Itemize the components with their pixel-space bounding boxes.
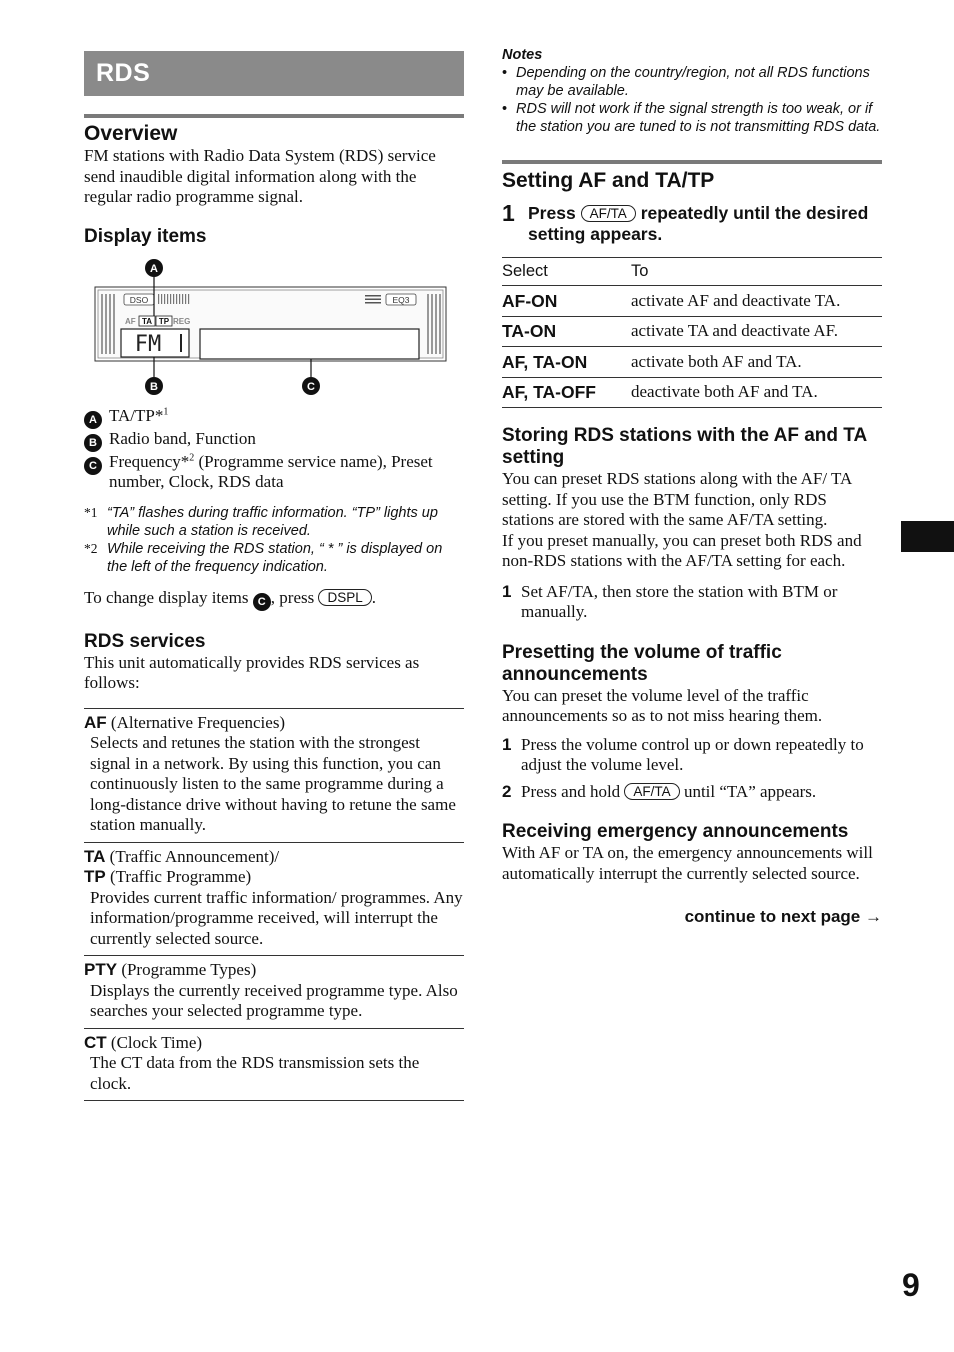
service-af-term: AF (84, 712, 107, 732)
presetting-step-1 (502, 735, 882, 776)
display-item-b (84, 429, 464, 452)
service-ct-desc: The CT data from the RDS transmission sets the clock. (90, 1053, 420, 1093)
change-display-instruction (84, 588, 464, 611)
rds-services-heading: RDS services (84, 630, 206, 652)
section-rule (84, 114, 464, 118)
table-cell-to: activate TA and deactivate AF. (631, 316, 882, 347)
emergency-text: With AF or TA on, the emergency announcements will automatically interrupt the currently selected source. (502, 843, 873, 883)
table-cell-select: AF, TA-ON (502, 347, 631, 378)
display-items-heading: Display items (84, 225, 207, 247)
emergency-heading: Receiving emergency announcements (502, 821, 849, 842)
setting-heading: Setting AF and TA/TP (502, 169, 715, 192)
display-item-c-rest: (Programme service name), Preset number, Clock, RDS data (109, 451, 433, 491)
note-item (502, 64, 882, 100)
rds-services-list (84, 708, 464, 1102)
change-display-post: . (371, 587, 377, 607)
dspl-key-icon: DSPL (318, 589, 371, 606)
service-af-term-rest: (Alternative Frequencies) (106, 712, 286, 732)
service-ct-term: CT (84, 1032, 107, 1052)
service-af (84, 708, 464, 842)
presetting-step-2 (502, 782, 882, 803)
service-pty (84, 955, 464, 1028)
footnote-2-text: While receiving the RDS station, “ * ” is displayed on the left of the frequency indication. (107, 540, 443, 575)
storing-heading: Storing RDS stations with the AF and TA setting (502, 425, 867, 468)
marker-b: B (84, 434, 102, 452)
service-ta-term: TA (84, 846, 106, 866)
change-display-mid: , press (270, 587, 315, 607)
notes-list (502, 64, 882, 136)
lcd-band-text: FM (134, 331, 162, 357)
footnote-2-mark: *2 (84, 540, 98, 556)
rds-services-intro: This unit automatically provides RDS services as follows: (84, 652, 420, 692)
left-column (84, 51, 464, 1101)
lcd-ta-indicator: TA (141, 316, 153, 326)
footnote-2 (84, 540, 464, 576)
table-cell-to: activate both AF and TA. (631, 347, 882, 378)
continue-next-page (502, 907, 882, 928)
table-header-row (502, 258, 882, 286)
note-2-text: RDS will not work if the signal strength is too weak, or if the station you are tuned to is not transmitting RDS data. (516, 101, 881, 135)
callout-c: C (307, 380, 315, 393)
table-header-select: Select (502, 258, 631, 286)
service-ta-tp (84, 842, 464, 956)
display-diagram (84, 254, 464, 406)
display-items-list (84, 406, 464, 493)
storing-step-number: 1 (502, 581, 512, 601)
note-1-text: Depending on the country/region, not all RDS functions may be available. (516, 65, 870, 99)
storing-step-text: Set AF/TA, then store the station with BTM or manually. (521, 581, 838, 621)
storing-step-1 (502, 582, 882, 623)
setting-step-1 (502, 200, 882, 245)
service-ct (84, 1028, 464, 1101)
table-cell-select: AF-ON (502, 286, 631, 317)
note-item (502, 100, 882, 136)
notes-heading: Notes (502, 47, 543, 63)
footnote-1-mark: *1 (84, 504, 98, 520)
presetting-step-1-number: 1 (502, 734, 512, 754)
table-row (502, 347, 882, 378)
setting-step-number: 1 (502, 200, 515, 226)
presetting-heading: Presetting the volume of traffic announcements (502, 641, 782, 685)
table-row (502, 316, 882, 347)
callout-a: A (150, 262, 158, 275)
lcd-eq-label: EQ3 (392, 294, 410, 305)
section-tab-marker (901, 521, 954, 552)
service-tp-term: TP (84, 867, 106, 886)
lcd-dso-label: DSO (129, 294, 149, 305)
overview-text: FM stations with Radio Data System (RDS) service send inaudible digital information along with the regular radio programme signal. (84, 146, 436, 206)
display-item-a-text: TA/TP* (109, 405, 164, 425)
service-ta-tp-desc: Provides current traffic information/ programmes. Any information/programme received, will interrupt the currently selected source. (90, 887, 463, 948)
bullet-icon: • (502, 65, 508, 81)
section-rule (502, 160, 882, 164)
footnote-ref-2: 2 (189, 451, 195, 463)
storing-text-2: If you preset manually, you can preset both RDS and non-RDS stations with the AF/TA setting for each. (502, 530, 862, 570)
storing-text-1: You can preset RDS stations along with the AF/ TA setting. If you use the BTM function, only RDS stations are stored with the same AF/TA setting. (502, 469, 852, 529)
lcd-tp-indicator: TP (158, 316, 170, 326)
service-ct-term-rest: (Clock Time) (106, 1032, 203, 1052)
footnote-1-text: “TA” flashes during traffic information. “TP” lights up while such a station is received. (107, 504, 438, 539)
arrow-right-icon: → (865, 907, 882, 926)
display-item-c (84, 452, 464, 493)
setting-step-post: repeatedly until the desired setting appears. (528, 203, 869, 244)
service-pty-term: PTY (84, 960, 118, 979)
table-cell-select: AF, TA-OFF (502, 377, 631, 408)
af-ta-key-icon: AF/TA (624, 783, 679, 800)
service-ta-term-rest: (Traffic Announcement)/ (105, 846, 280, 866)
af-ta-key-icon: AF/TA (581, 205, 636, 222)
lcd-reg-indicator: REG (173, 316, 191, 326)
table-cell-to: deactivate both AF and TA. (631, 377, 882, 408)
display-item-c-text: Frequency* (109, 451, 190, 471)
presetting-step-2-number: 2 (502, 781, 512, 801)
table-row (502, 286, 882, 317)
lcd-af-indicator: AF (125, 316, 136, 326)
service-tp-term-rest: (Traffic Programme) (105, 867, 252, 886)
change-display-pre: To change display items (84, 587, 249, 607)
right-column (502, 46, 882, 928)
display-item-a (84, 406, 464, 429)
setting-step-pre: Press (528, 203, 576, 223)
overview-heading: Overview (84, 122, 178, 145)
setting-table (502, 257, 882, 408)
display-diagram-svg (84, 254, 464, 406)
table-header-to: To (631, 258, 882, 286)
presetting-text: You can preset the volume level of the traffic announcements so as to not miss hearing them. (502, 685, 823, 725)
display-item-b-text: Radio band, Function (109, 428, 256, 448)
section-banner: RDS (84, 51, 464, 96)
page-number: 9 (902, 1267, 920, 1303)
table-cell-to: activate AF and deactivate TA. (631, 286, 882, 317)
service-pty-desc: Displays the currently received programme type. Also searches your selected programme type. (90, 980, 458, 1020)
table-row (502, 377, 882, 408)
marker-c: C (84, 457, 102, 475)
bullet-icon: • (502, 101, 508, 117)
presetting-step-1-text: Press the volume control up or down repeatedly to adjust the volume level. (521, 734, 864, 774)
callout-b: B (150, 380, 158, 393)
footnotes (84, 504, 464, 576)
service-af-desc: Selects and retunes the station with the strongest signal in a network. By using this function, you can continuously listen to the same programme during a long-distance drive without having to retune the same station manually. (90, 733, 456, 834)
service-pty-term-rest: (Programme Types) (117, 960, 257, 979)
presetting-step-2-pre: Press and hold (521, 781, 621, 801)
table-cell-select: TA-ON (502, 316, 631, 347)
footnote-ref-1: 1 (163, 405, 169, 417)
footnote-1 (84, 504, 464, 540)
marker-a: A (84, 411, 102, 429)
presetting-step-2-post: until “TA” appears. (683, 781, 817, 801)
change-display-marker: C (253, 593, 271, 611)
continue-text: continue to next page (684, 907, 861, 926)
